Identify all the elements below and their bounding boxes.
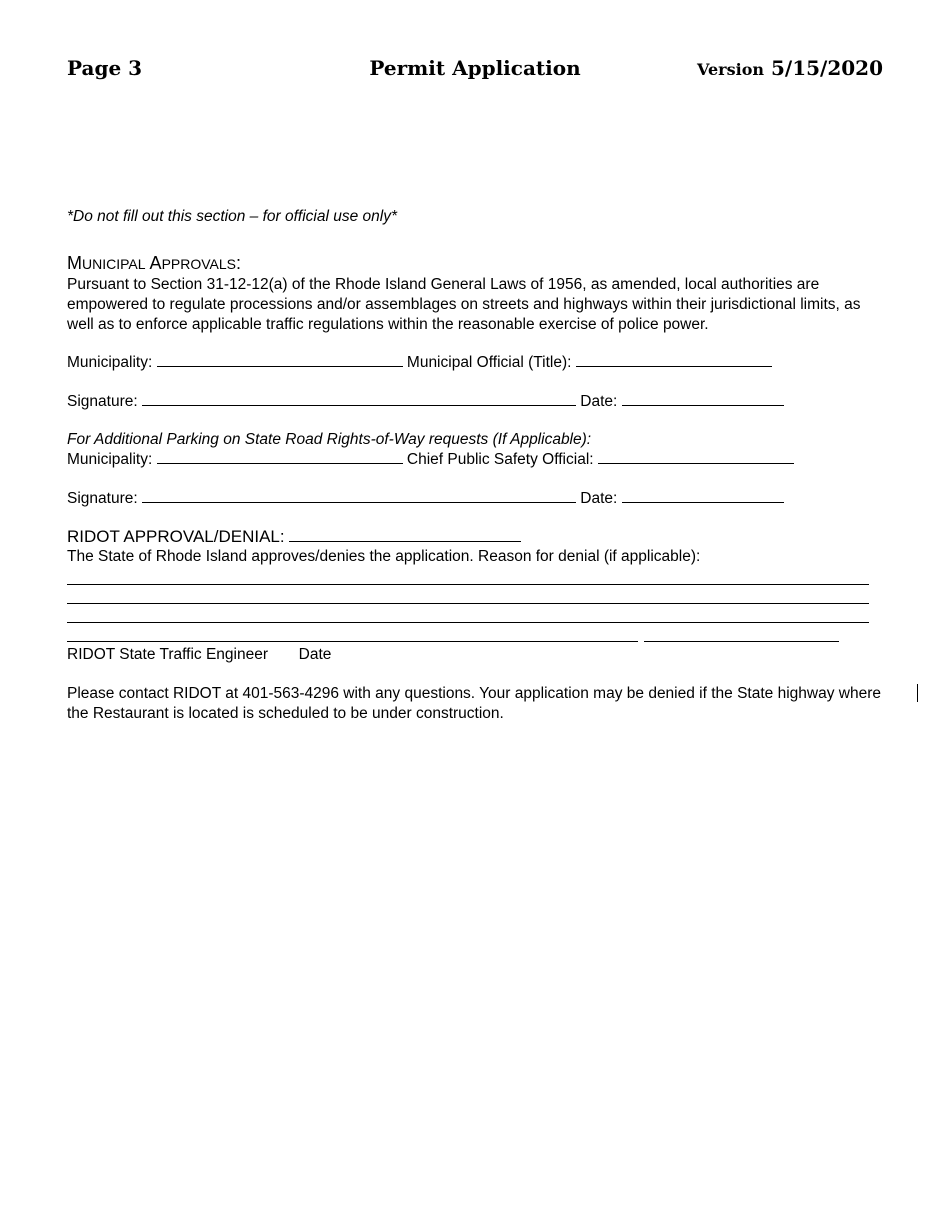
municipal-row [67, 352, 772, 373]
ridot-approval-field[interactable] [289, 527, 521, 542]
parking-signature-field[interactable] [142, 488, 576, 503]
parking-municipality-field[interactable] [157, 449, 403, 464]
denial-reason-line-1[interactable] [67, 584, 869, 585]
heading-part: : [236, 253, 242, 273]
parking-date-field[interactable] [622, 488, 784, 503]
date-label: Date: [580, 393, 618, 410]
municipal-signature-field[interactable] [142, 391, 576, 406]
official-use-note: *Do not fill out this section – for official use only* [67, 208, 397, 225]
text-cursor [917, 684, 918, 702]
engineer-signature-line[interactable] [67, 641, 638, 642]
parking-signature-label: Signature: [67, 490, 138, 507]
version-label: Version [697, 60, 764, 79]
municipality-label: Municipality: [67, 354, 153, 371]
contact-paragraph: Please contact RIDOT at 401-563-4296 with any questions. Your application may be denied if the State highway where the Restaurant is located is scheduled to be under construction. [67, 685, 881, 722]
page-number: Page 3 [67, 56, 143, 80]
parking-heading: For Additional Parking on State Road Rights-of-Way requests (If Applicable): [67, 431, 592, 448]
chief-official-field[interactable] [598, 449, 794, 464]
version-info [697, 56, 883, 80]
chief-official-label: Chief Public Safety Official: [406, 451, 594, 468]
parking-signature-row [67, 488, 784, 509]
ridot-approval-row [67, 527, 521, 547]
page-title: Permit Application [369, 56, 581, 80]
ridot-statement: The State of Rhode Island approves/denies the application. Reason for denial (if applicable): [67, 548, 701, 565]
version-date: 5/15/2020 [770, 56, 883, 80]
municipality-field[interactable] [157, 352, 403, 367]
municipal-date-field[interactable] [622, 391, 784, 406]
engineer-date-label: Date [298, 646, 332, 663]
parking-municipality-label: Municipality: [67, 451, 153, 468]
engineer-date-line[interactable] [644, 641, 839, 642]
municipal-paragraph: Pursuant to Section 31-12-12(a) of the Rhode Island General Laws of 1956, as amended, local authorities are empowered to regulate processions and/or assemblages on streets and highways within their jurisdictional limits, as well as to enforce applicable traffic regulations within the reasonable exercise of police power. [67, 276, 861, 333]
engineer-label: RIDOT State Traffic Engineer [67, 646, 269, 663]
parking-municipal-row [67, 449, 794, 470]
denial-reason-line-3[interactable] [67, 622, 869, 623]
municipal-signature-row [67, 391, 784, 412]
heading-part: PPROVALS [161, 256, 236, 272]
ridot-approval-heading: RIDOT APPROVAL/DENIAL: [67, 527, 285, 546]
municipal-official-label: Municipal Official (Title): [406, 354, 572, 371]
signature-label: Signature: [67, 393, 138, 410]
denial-reason-line-2[interactable] [67, 603, 869, 604]
heading-part: A [145, 253, 162, 273]
municipal-official-field[interactable] [576, 352, 772, 367]
heading-part: M [67, 253, 82, 273]
engineer-caption-row [67, 645, 331, 665]
parking-date-label: Date: [580, 490, 618, 507]
heading-part: UNICIPAL [82, 256, 146, 272]
municipal-approvals-heading [67, 253, 241, 274]
